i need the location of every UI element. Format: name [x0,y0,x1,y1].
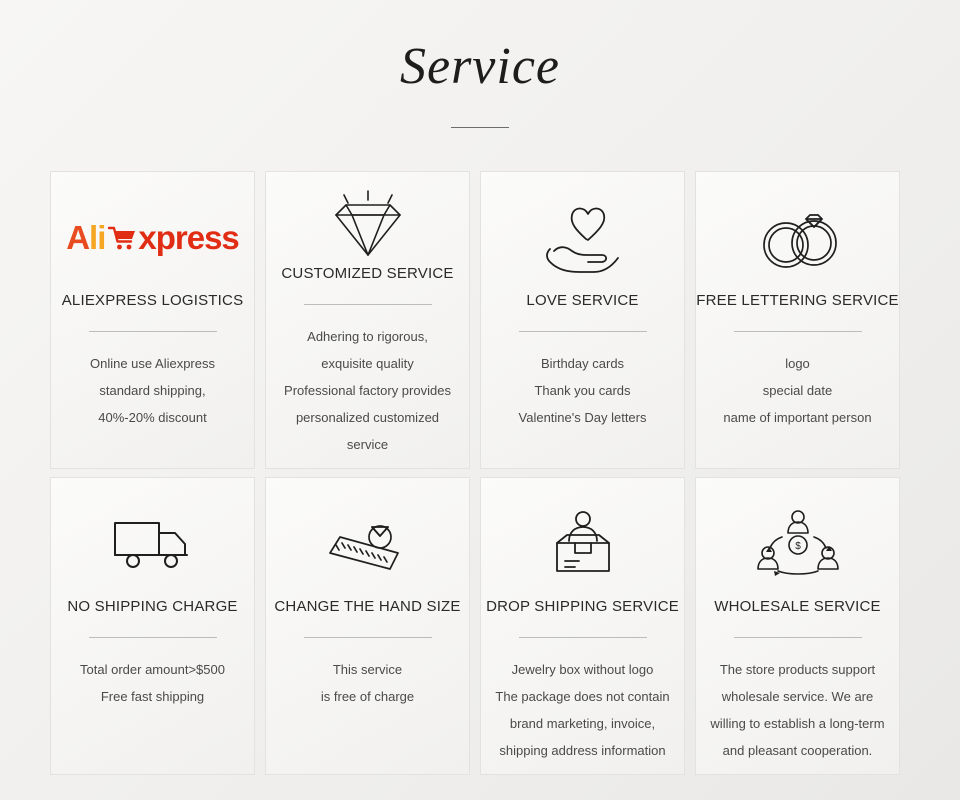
card-title: DROP SHIPPING SERVICE [486,598,679,616]
shopping-cart-icon [107,223,137,253]
card-divider [304,637,432,638]
card-divider [519,331,647,332]
ring-sizer-icon [274,492,461,596]
service-card-no-shipping-charge[interactable] [50,477,255,775]
card-lines [519,350,647,431]
card-title: NO SHIPPING CHARGE [67,598,238,616]
card-title: CUSTOMIZED SERVICE [281,265,454,283]
card-line: Professional factory provides [284,383,451,399]
card-line: willing to establish a long-term [710,716,885,732]
card-divider [734,331,862,332]
card-line: Birthday cards [540,356,625,372]
service-card-aliexpress-logistics[interactable] [50,171,255,469]
two-rings-icon [704,186,891,290]
service-card-grid [50,171,910,775]
card-divider [304,304,432,305]
card-line: name of important person [723,410,872,426]
card-line: Total order amount>$500 [80,662,225,678]
card-line: Adhering to rigorous, [307,329,428,345]
service-card-customized-service[interactable] [265,171,470,469]
svg-text:$: $ [794,541,801,553]
card-line: Online use Aliexpress [89,356,215,372]
card-divider [519,637,647,638]
service-card-drop-shipping-service[interactable] [480,477,685,775]
aliexpress-logo-icon: A li xpress [66,219,239,257]
wholesale-network-icon [704,492,891,596]
card-line: shipping address information [499,743,666,759]
card-divider [89,331,217,332]
card-line: Free fast shipping [100,689,205,705]
card-title: CHANGE THE HAND SIZE [274,598,461,616]
title-divider [451,127,509,128]
card-line: This service [332,662,403,678]
service-card-wholesale-service[interactable] [695,477,900,775]
card-line: special date [762,383,833,399]
card-line: Jewelry box without logo [511,662,654,678]
card-line: The package does not contain [495,689,670,705]
card-lines [710,656,884,764]
service-card-change-the-hand-size[interactable] [265,477,470,775]
card-line: The store products support [719,662,876,678]
card-divider [734,637,862,638]
card-divider [89,637,217,638]
card-title: WHOLESALE SERVICE [714,598,881,616]
card-lines [80,656,225,710]
card-line: standard shipping, [99,383,206,399]
card-line: Thank you cards [534,383,631,399]
service-card-love-service[interactable] [480,171,685,469]
card-lines [495,656,669,764]
card-line: logo [785,356,810,372]
card-title: FREE LETTERING SERVICE [696,292,899,310]
card-lines [274,323,461,458]
card-line: brand marketing, invoice, [509,716,656,732]
card-line: 40%-20% discount [98,410,207,426]
card-line: wholesale service. We are [721,689,874,705]
card-lines [90,350,215,431]
truck-icon [59,492,246,596]
heart-in-hand-icon [489,186,676,290]
card-line: and pleasant cooperation. [722,743,873,759]
card-lines [321,656,414,710]
page-title: Service [399,38,560,95]
service-card-free-lettering-service[interactable] [695,171,900,469]
card-title: ALIEXPRESS LOGISTICS [61,292,244,310]
card-line: exquisite quality [321,356,414,372]
card-line: personalized customized service [295,410,440,453]
package-worker-icon [489,492,676,596]
card-lines [723,350,871,431]
card-line: is free of charge [320,689,415,705]
card-title: LOVE SERVICE [526,292,639,310]
diamond-icon [274,186,461,263]
card-line: Valentine's Day letters [518,410,647,426]
